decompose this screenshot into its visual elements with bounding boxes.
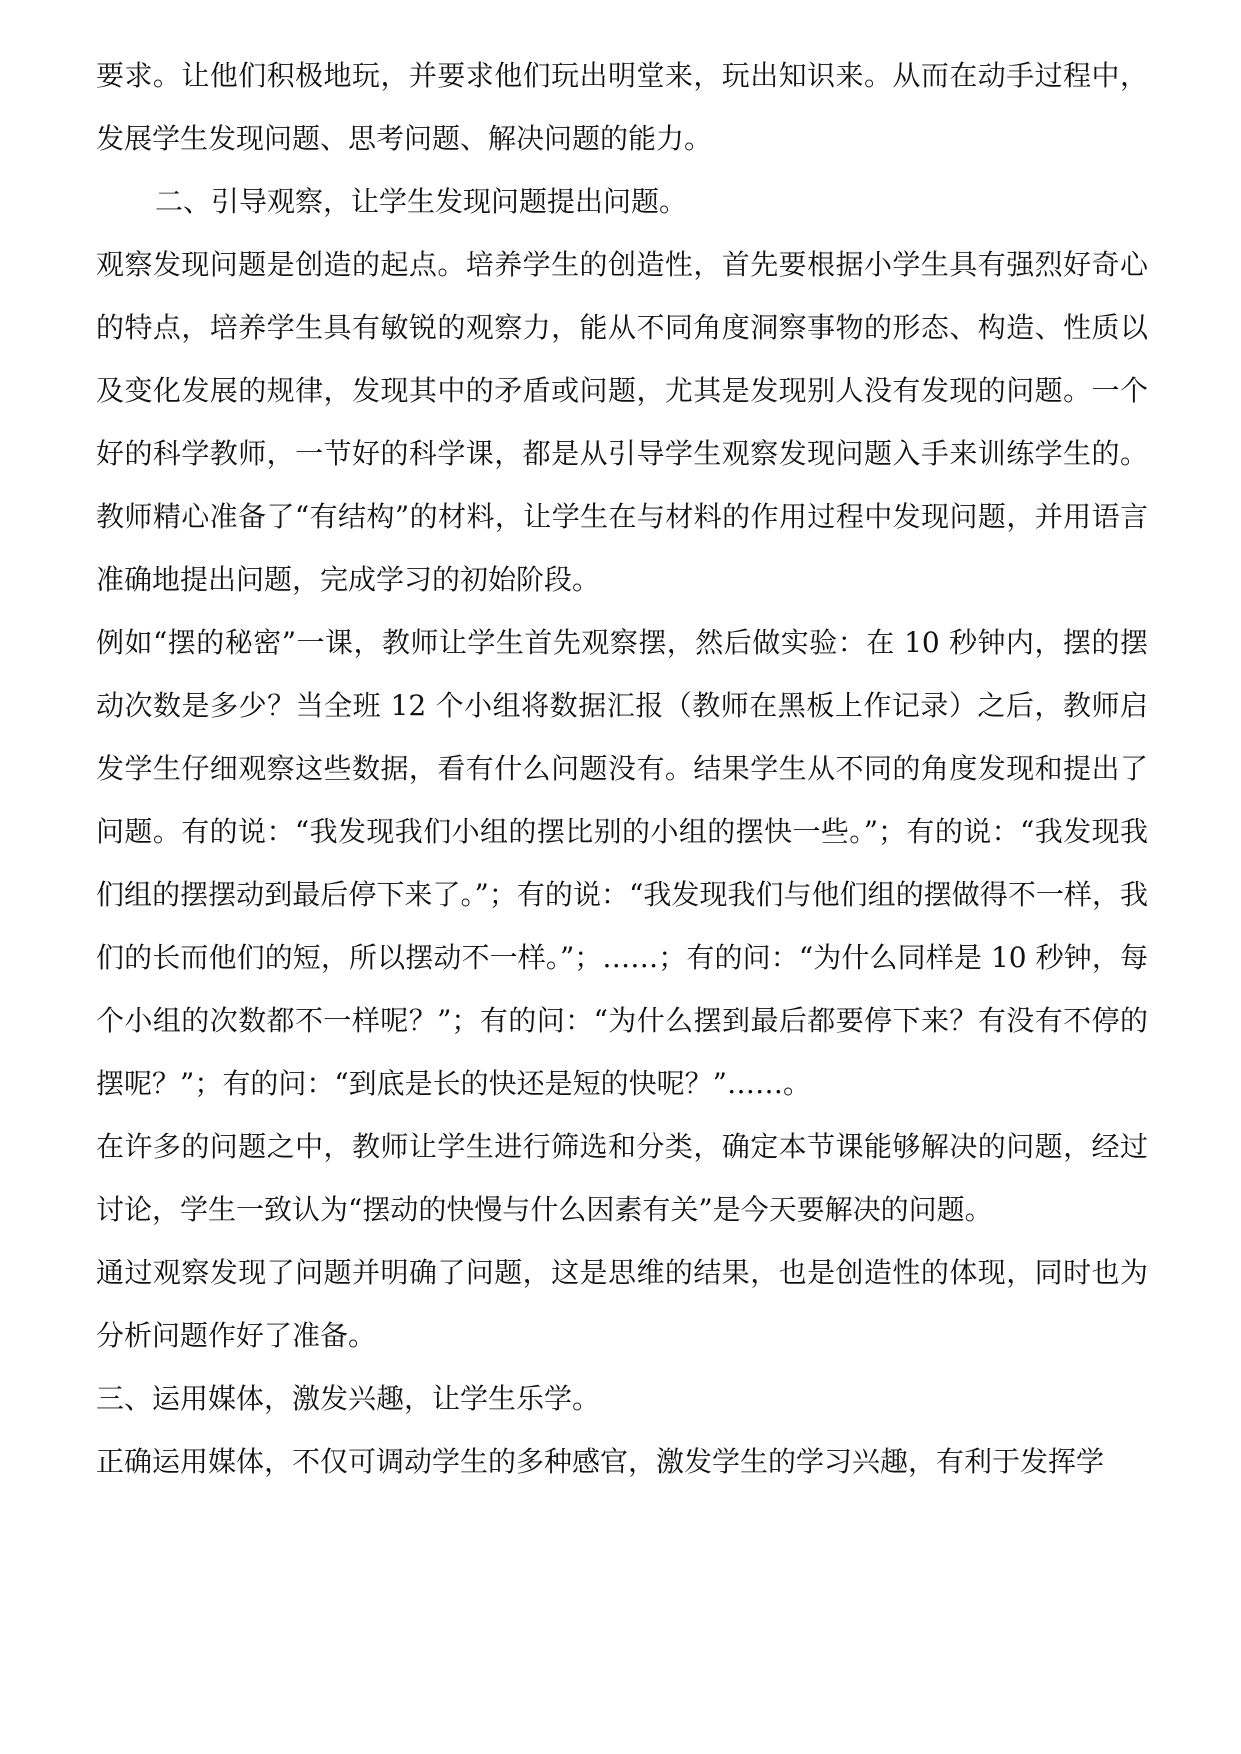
paragraph-5: 在许多的问题之中，教师让学生进行筛选和分类，确定本节课能够解决的问题，经过讨论，学生一致认为“摆动的快慢与什么因素有关”是今天要解决的问题。: [96, 1130, 1148, 1226]
section-heading-2: 二、引导观察，让学生发现问题提出问题。: [155, 185, 688, 218]
paragraph-3: 观察发现问题是创造的起点。培养学生的创造性，首先要根据小学生具有强烈好奇心的特点，培养学生具有敏锐的观察力，能从不同角度洞察事物的形态、构造、性质以及变化发展的规律，发现其中的矛盾或问题，尤其是发现别人没有发现的问题。一个好的科学教师，一节好的科学课，都是从引导学生观察发现问题入手来训练学生的。教师精心准备了“有结构”的材料，让学生在与材料的作用过程中发现问题，并用语言准确地提出问题，完成学习的初始阶段。: [96, 248, 1148, 596]
document-body: [96, 44, 1148, 1493]
paragraph-8: 正确运用媒体，不仅可调动学生的多种感官，激发学生的学习兴趣，有利于发挥学: [96, 1445, 1105, 1478]
paragraph-1: 要求。让他们积极地玩，并要求他们玩出明堂来，玩出知识来。从而在动手过程中，发展学生发现问题、思考问题、解决问题的能力。: [96, 59, 1148, 155]
paragraph-6: 通过观察发现了问题并明确了问题，这是思维的结果，也是创造性的体现，同时也为分析问题作好了准备。: [96, 1256, 1148, 1352]
section-heading-3: 三、运用媒体，激发兴趣，让学生乐学。: [96, 1382, 601, 1415]
paragraph-4: 例如“摆的秘密”一课，教师让学生首先观察摆，然后做实验：在 10 秒钟内，摆的摆动次数是多少？当全班 12 个小组将数据汇报（教师在黑板上作记录）之后，教师启发学生仔细观察这些数据，看有什么问题没有。结果学生从不同的角度发现和提出了问题。有的说：“我发现我们小组的摆比别的小组的摆快一些。”；有的说：“我发现我们组的摆摆动到最后停下来了。”；有的说：“我发现我们与他们组的摆做得不一样，我们的长而他们的短，所以摆动不一样。”；……；有的问：“为什么同样是 10 秒钟，每个小组的次数都不一样呢？”；有的问：“为什么摆到最后都要停下来？有没有不停的摆呢？”；有的问：“到底是长的快还是短的快呢？”……。: [96, 626, 1148, 1100]
